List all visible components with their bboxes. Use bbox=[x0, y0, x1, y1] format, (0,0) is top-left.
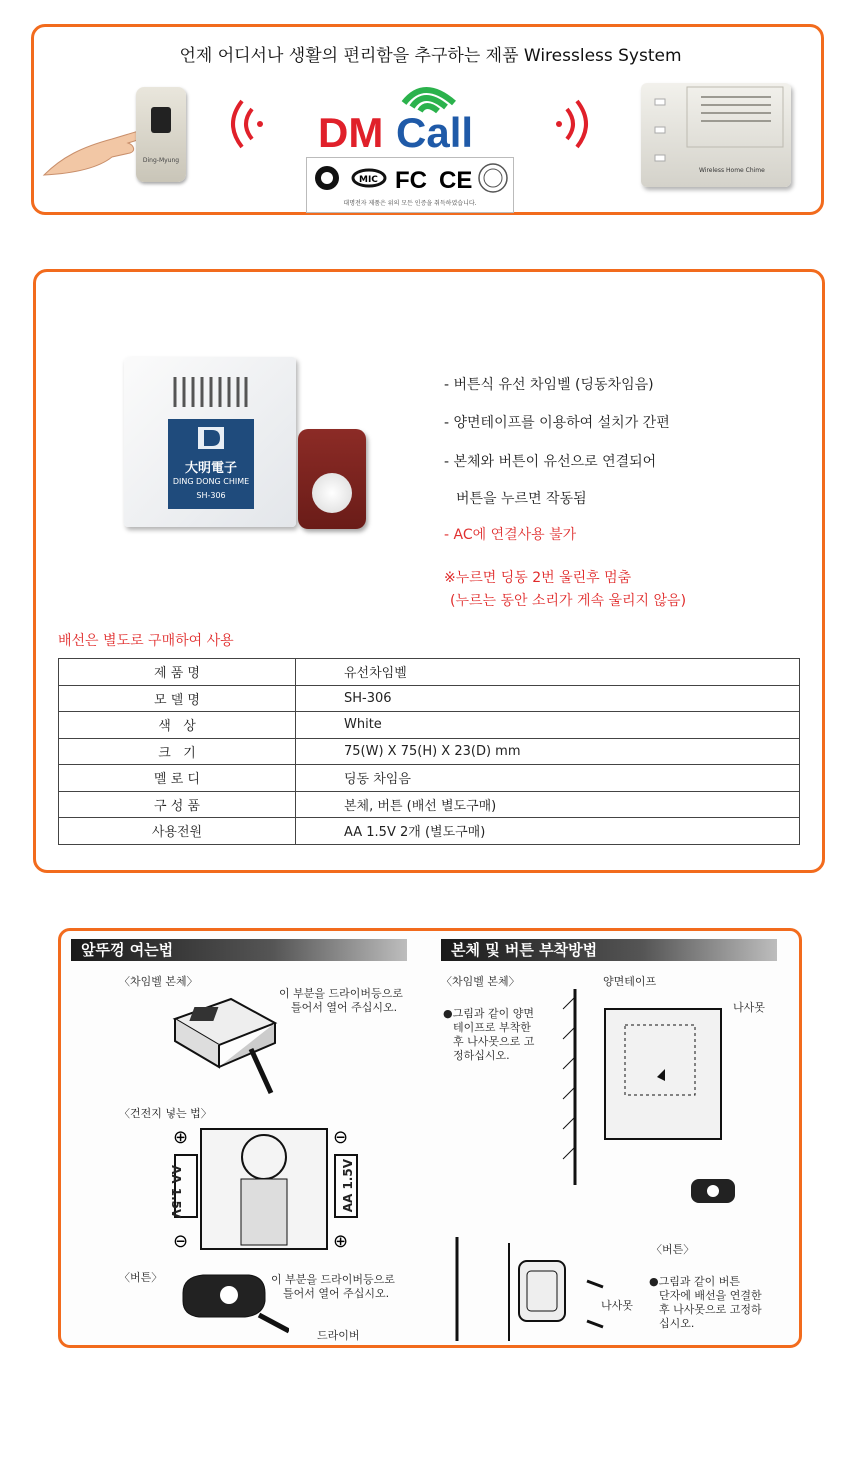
svg-text:FC: FC bbox=[395, 167, 427, 194]
svg-text:⊖: ⊖ bbox=[333, 1127, 349, 1148]
spec-table bbox=[58, 658, 800, 845]
chime-nameplate bbox=[168, 419, 254, 509]
tape-label: 양면테이프 bbox=[603, 975, 657, 988]
button-wall-sketch bbox=[447, 1237, 637, 1341]
chime-body-image bbox=[124, 357, 296, 527]
header-mounting: 본체 및 버튼 부착방법 bbox=[441, 939, 777, 961]
button-label: 〈버튼〉 bbox=[119, 1271, 163, 1284]
btn-note-2: 단자에 배선을 연결한 bbox=[659, 1289, 762, 1302]
wire-note: 배선은 별도로 구매하여 사용 bbox=[58, 633, 234, 649]
svg-text:CE: CE bbox=[439, 167, 473, 194]
caution-line-1: ※누르면 딩동 2번 울린후 멈춤 bbox=[444, 570, 632, 586]
wireless-remote-image bbox=[136, 87, 186, 182]
feature-1: - 버튼식 유선 차임벨 (딩동차임음) bbox=[444, 377, 654, 393]
signal-left-icon bbox=[222, 99, 264, 149]
feature-4: 버튼을 누르면 작동됨 bbox=[456, 491, 587, 507]
right-button-label: 〈버튼〉 bbox=[651, 1243, 695, 1256]
btn-note-3: 후 나사못으로 고정하 bbox=[659, 1303, 762, 1316]
button-open-sketch bbox=[179, 1271, 289, 1335]
remote-label: Ding-Myung bbox=[142, 157, 180, 164]
header-open-cover: 앞뚜껑 여는법 bbox=[71, 939, 407, 961]
battery-right-text: AA 1.5V bbox=[341, 1159, 355, 1213]
feature-3: - 본체와 버튼이 유선으로 연결되어 bbox=[444, 454, 657, 470]
chime-button-image bbox=[298, 429, 366, 529]
battery-label: 〈건전지 넣는 법〉 bbox=[119, 1107, 212, 1120]
table-row: 색 상 White bbox=[59, 712, 800, 739]
table-row: 모 델 명 SH-306 bbox=[59, 685, 800, 712]
logo-call: Call bbox=[396, 109, 474, 155]
svg-text:⊕: ⊕ bbox=[333, 1231, 349, 1251]
table-row: 크 기 75(W) X 75(H) X 23(D) mm bbox=[59, 738, 800, 765]
signal-right-icon bbox=[555, 99, 597, 149]
plate-line2: SH-306 bbox=[196, 491, 226, 500]
battery-compartment-sketch bbox=[171, 1127, 361, 1251]
dmcall-logo bbox=[314, 75, 514, 155]
button-open-note-2: 틀어서 열어 주십시오. bbox=[283, 1287, 390, 1300]
btn-note-1: ●그림과 같이 버튼 bbox=[649, 1275, 740, 1288]
table-row: 제 품 명 유선차임벨 bbox=[59, 659, 800, 686]
chime-body-label: 〈차임벨 본체〉 bbox=[119, 975, 198, 988]
battery-left-text: AA 1.5V bbox=[169, 1165, 183, 1219]
right-note-4: 정하십시오. bbox=[453, 1049, 510, 1062]
screw-label: 나사못 bbox=[733, 1001, 765, 1014]
caution-line-2: (누르는 동안 소리가 게속 울리지 않음) bbox=[450, 593, 687, 609]
svg-text:⊕: ⊕ bbox=[173, 1127, 189, 1148]
chime-open-sketch bbox=[171, 989, 281, 1099]
svg-text:MIC: MIC bbox=[359, 175, 378, 185]
wall-mount-sketch bbox=[561, 989, 741, 1189]
open-note-1: 이 부분을 드라이버등으로 bbox=[279, 987, 403, 1000]
table-row: 멜 로 디 딩동 차임음 bbox=[59, 765, 800, 792]
receiver-label: Wireless Home Chime bbox=[699, 167, 765, 174]
right-chime-label: 〈차임벨 본체〉 bbox=[441, 975, 520, 988]
installation-instructions bbox=[58, 928, 802, 1348]
right-screw-label: 나사못 bbox=[601, 1299, 633, 1312]
certification-logos bbox=[306, 157, 514, 213]
certs-note: 대명전자 제품은 위의 모든 인증을 취득하였습니다. bbox=[343, 200, 477, 207]
plate-brand: 大明電子 bbox=[184, 461, 237, 476]
banner-title: 언제 어디서나 생활의 편리함을 추구하는 제품 Wiressless System bbox=[179, 46, 682, 66]
right-note-2: 테이프로 부착한 bbox=[453, 1021, 531, 1034]
logo-dm: DM bbox=[318, 109, 384, 155]
table-row: 사용전원 AA 1.5V 2개 (별도구매) bbox=[59, 818, 800, 845]
right-note-3: 후 나사못으로 고 bbox=[453, 1035, 535, 1048]
brand-banner bbox=[31, 24, 824, 215]
table-row: 구 성 품 본체, 버튼 (배선 별도구매) bbox=[59, 791, 800, 818]
feature-2: - 양면테이프를 이용하여 설치가 간편 bbox=[444, 415, 670, 431]
product-section bbox=[33, 269, 825, 873]
btn-note-4: 십시오. bbox=[659, 1317, 695, 1330]
button-photo-sketch bbox=[689, 1171, 739, 1211]
right-note-1: ●그림과 같이 양면 bbox=[443, 1007, 534, 1020]
open-note-2: 틀어서 열어 주십시오. bbox=[291, 1001, 398, 1014]
feature-5: - AC에 연결사용 불가 bbox=[444, 527, 577, 543]
plate-line1: DING DONG CHIME bbox=[172, 477, 250, 486]
button-open-note-1: 이 부분을 드라이버등으로 bbox=[271, 1273, 395, 1286]
driver-label: 드라이버 bbox=[317, 1329, 360, 1342]
svg-text:⊖: ⊖ bbox=[173, 1231, 189, 1251]
wireless-receiver-image bbox=[641, 83, 791, 187]
